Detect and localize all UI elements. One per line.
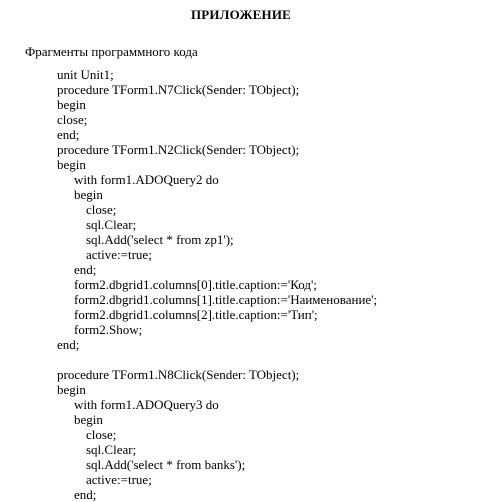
code-line: active:=true; <box>86 247 152 262</box>
code-line: end; <box>57 337 80 352</box>
blank-code-line <box>57 352 377 367</box>
code-line: end; <box>74 487 97 502</box>
code-line: begin <box>57 97 86 112</box>
code-line: end; <box>74 262 97 277</box>
page-heading: ПРИЛОЖЕНИЕ <box>190 7 292 22</box>
code-line: with form1.ADOQuery3 do <box>74 397 219 412</box>
code-line: end; <box>57 127 80 142</box>
code-listing <box>57 67 377 502</box>
code-line: procedure TForm1.N7Click(Sender: TObject); <box>57 82 300 97</box>
code-line: sql.Clear; <box>86 442 137 457</box>
code-line: unit Unit1; <box>57 67 114 82</box>
code-line: with form1.ADOQuery2 do <box>74 172 219 187</box>
code-line: form2.Show; <box>74 322 143 337</box>
code-line: begin <box>57 382 86 397</box>
code-line: procedure TForm1.N2Click(Sender: TObject); <box>57 142 300 157</box>
code-line: form2.dbgrid1.columns[1].title.caption:='Наименование'; <box>74 292 378 307</box>
section-subheading: Фрагменты программного кода <box>25 44 198 59</box>
code-line: sql.Clear; <box>86 217 137 232</box>
code-line: form2.dbgrid1.columns[2].title.caption:='Тип'; <box>74 307 318 322</box>
code-line: begin <box>57 157 86 172</box>
code-line: procedure TForm1.N8Click(Sender: TObject); <box>57 367 300 382</box>
code-line: close; <box>86 427 117 442</box>
code-line: sql.Add('select * from banks'); <box>86 457 246 472</box>
code-line: sql.Add('select * from zp1'); <box>86 232 234 247</box>
code-line: active:=true; <box>86 472 152 487</box>
code-line: begin <box>74 187 103 202</box>
code-line: close; <box>57 112 88 127</box>
code-line: form2.dbgrid1.columns[0].title.caption:='Код'; <box>74 277 317 292</box>
code-line: begin <box>74 412 103 427</box>
code-line: close; <box>86 202 117 217</box>
